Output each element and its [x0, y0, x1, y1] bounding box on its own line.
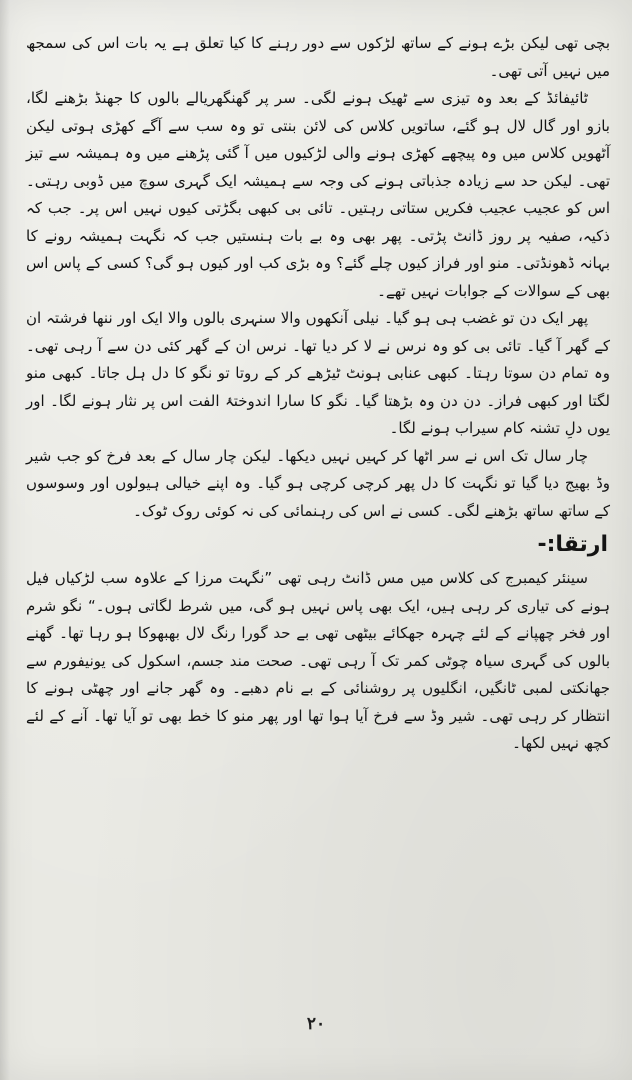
- page-edge-shadow: [0, 0, 10, 1080]
- paragraph-new-baby: پھر ایک دن تو غضب ہی ہو گیا۔ نیلی آنکھوں والا سنہری بالوں والا ایک اور ننھا فرشتہ ان کے گھر آ گیا۔ تائی بی کو وہ نرس نے لا کر دیا تھا۔ نرس ان کے گھر کئی دن سے آ رہی تھی۔ وہ تمام دن سوتا رہتا۔ کبھی عنابی ہونٹ ٹیڑھے کر کے روتا تو نگو کا دل ہل جاتا۔ کبھی منو لگتا اور کبھی فراز۔ دن دن وہ بڑھتا گیا۔ نگو کا سارا اندوختۂ الفت اس پر نثار ہونے لگا۔ اور یوں دلِ تشنہ کام سیراب ہونے لگا۔: [26, 309, 610, 437]
- paragraph-typhoid-recovery: ٹائیفائڈ کے بعد وہ تیزی سے ٹھیک ہونے لگی۔ سر پر گھنگھریالے بالوں کا جھنڈ بڑھنے لگا، بازو اور گال لال ہو گئے، ساتویں کلاس کی لائن بنتی تو وہ سب سے آگے کھڑی ہوتی لیکن آٹھویں کلاس میں وہ پیچھے کھڑی ہونے والی لڑکیوں میں آ گئی پڑھنے میں وہ ہمیشہ سے تیز تھی۔ لیکن حد سے زیادہ جذباتی ہونے کی وجہ سے ہمیشہ ایک گہری سوچ میں ڈوبی رہتی۔ اس کو عجیب عجیب فکریں ستاتی رہتیں۔ تائی بی کبھی بگڑتی کیوں نہیں اس پر۔ جب کہ ذکیہ، صفیہ پر روز ڈانٹ پڑتی۔ پھر بھی وہ بے بات ہنستیں جب کہ نگہت ہمیشہ رونے کا بہانہ ڈھونڈتی۔ منو اور فراز کیوں چلے گئے؟ وہ بڑی کب اور کیوں ہو گی؟ کسی کے پاس اس بھی کے سوالات کے جوابات نہیں تھے۔: [26, 89, 610, 300]
- section-heading: ارتقا:-: [537, 532, 608, 557]
- body-text: [26, 30, 610, 758]
- page-number: ۲۰: [306, 1014, 326, 1034]
- paragraph-continuation: بچی تھی لیکن بڑے ہونے کے ساتھ لڑکوں سے دور رہنے کا کیا تعلق ہے یہ بات اس کی سمجھ میں نہیں آتی تھی۔: [26, 34, 610, 80]
- paragraph-senior-cambridge: سینئر کیمبرج کی کلاس میں مس ڈانٹ رہی تھی ”نگہت مرزا کے علاوہ سب لڑکیاں فیل ہونے کی تیاری کر رہی ہیں، ایک بھی پاس نہیں ہو گی، میں شرط لگاتی ہوں۔“ نگو شرم اور فخر چھپانے کے لئے چہرہ جھکائے بیٹھی تھی بے حد گورا رنگ لال بھبھوکا ہو رہا تھا۔ گھنے بالوں کی گہری سیاہ چوٹی کمر تک آ رہی تھی۔ صحت مند جسم، اسکول کی یونیفورم سے جھانکتی لمبی ٹانگیں، انگلیوں پر روشنائی کے بے نام دھبے۔ وہ گھر جانے اور چھٹی ہونے کا انتظار کر رہی تھی۔ شیر وڈ سے فرخ آیا ہوا تھا اور پھر منو کا خط بھی تو آیا تھا۔ آنے کے لئے کچھ نہیں لکھا۔: [26, 569, 610, 752]
- paragraph-four-years: چار سال تک اس نے سر اٹھا کر کہیں نہیں دیکھا۔ لیکن چار سال کے بعد فرخ کو جب شیر وڈ بھیج دیا گیا تو نگہت کا دل پھر کرچی کرچی ہو گیا۔ وہ اپنے خیالی ہیولوں اور وسوسوں کے ساتھ ساتھ بڑھنے لگی۔ کسی نے اس کی رہنمائی کی نہ کوئی روک ٹوک۔: [26, 446, 610, 520]
